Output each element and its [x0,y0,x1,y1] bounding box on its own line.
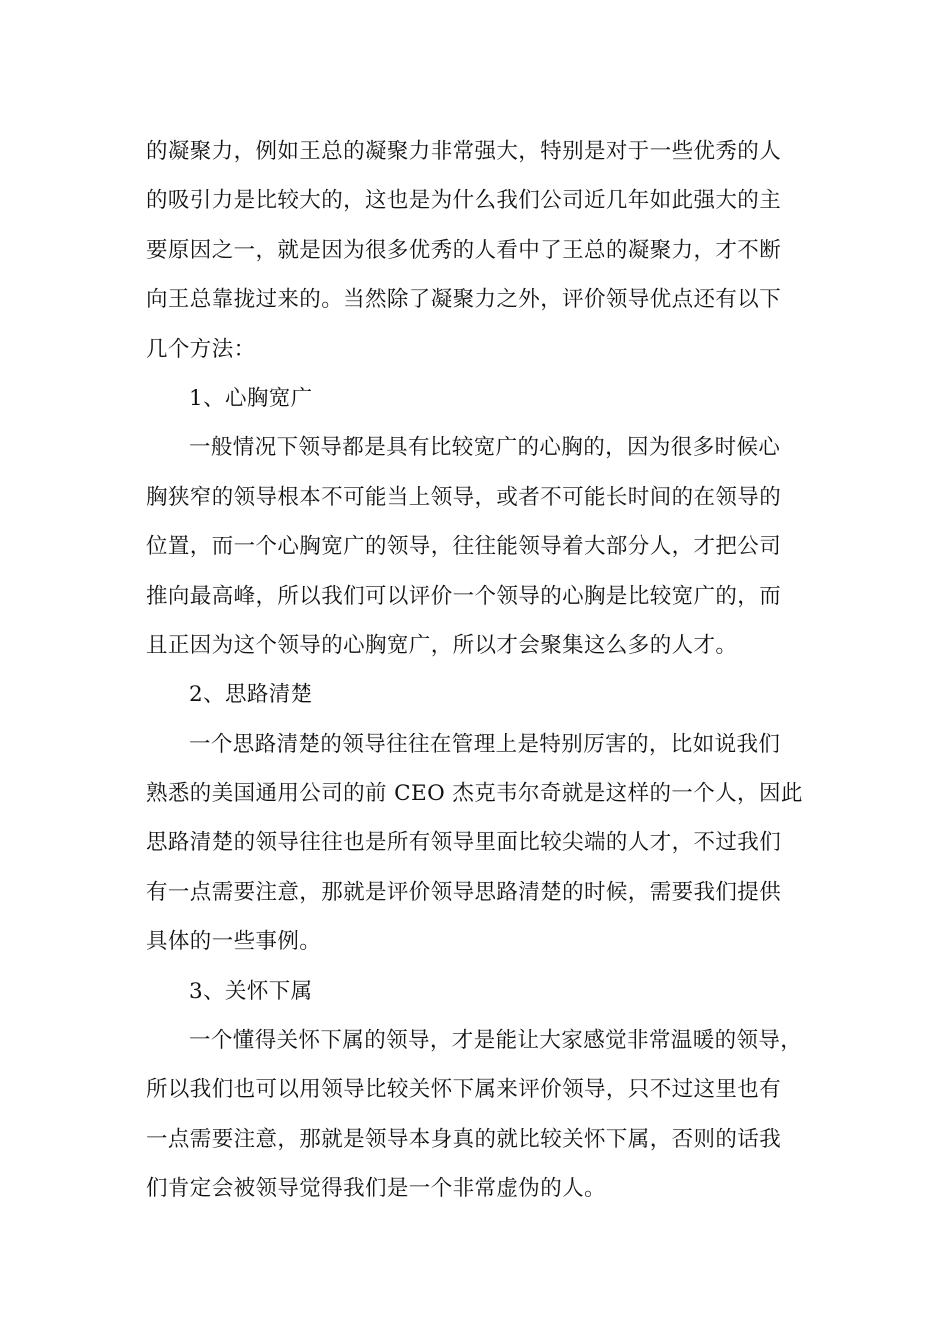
text-line: 要原因之一，就是因为很多优秀的人看中了王总的凝聚力，才不断 [146,237,782,263]
text-line: 向王总靠拢过来的。当然除了凝聚力之外，评价领导优点还有以下 [146,287,782,313]
text-line: 们肯定会被领导觉得我们是一个非常虚伪的人。 [146,1176,606,1202]
text-line: 推向最高峰，所以我们可以评价一个领导的心胸是比较宽广的，而 [146,583,782,609]
text-line: 位置，而一个心胸宽广的领导，往往能领导着大部分人，才把公司 [146,534,782,560]
text-line: 一个懂得关怀下属的领导，才是能让大家感觉非常温暖的领导， [189,1028,803,1054]
text-line: 胸狭窄的领导根本不可能当上领导，或者不可能长时间的在领导的 [146,484,782,510]
text-line: 的吸引力是比较大的，这也是为什么我们公司近几年如此强大的主 [146,188,782,214]
text-line: 3、关怀下属 [189,978,313,1004]
text-line: 一般情况下领导都是具有比较宽广的心胸的，因为很多时候心 [189,435,781,461]
text-line: 且正因为这个领导的心胸宽广，所以才会聚集这么多的人才。 [146,632,738,658]
text-line: 一点需要注意，那就是领导本身真的就比较关怀下属，否则的话我 [146,1126,782,1152]
text-line: 一个思路清楚的领导往往在管理上是特别厉害的，比如说我们 [189,731,781,757]
text-line: 几个方法： [146,336,256,362]
text-line: 的凝聚力，例如王总的凝聚力非常强大，特别是对于一些优秀的人 [146,139,782,164]
text-line: 有一点需要注意，那就是评价领导思路清楚的时候，需要我们提供 [146,879,782,905]
text-line: 具体的一些事例。 [146,929,322,955]
text-line: 思路清楚的领导往往也是所有领导里面比较尖端的人才，不过我们 [146,830,782,856]
text-line: 2、思路清楚 [189,682,313,708]
text-line: 1、心胸宽广 [189,385,313,411]
text-line: 熟悉的美国通用公司的前 CEO 杰克韦尔奇就是这样的一个人，因此 [146,781,803,807]
body-text [146,127,808,1214]
text-line: 所以我们也可以用领导比较关怀下属来评价领导，只不过这里也有 [146,1077,782,1103]
